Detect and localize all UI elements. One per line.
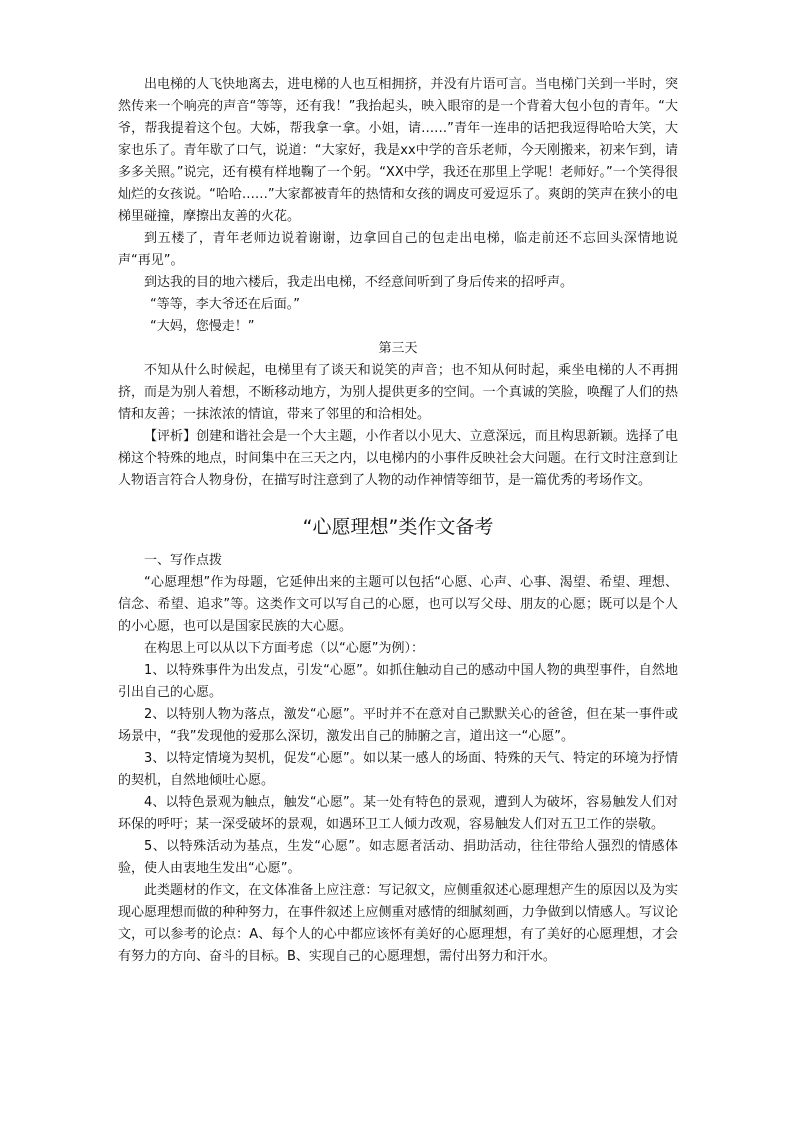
story-paragraph-2: 到五楼了，青年老师边说着谢谢，边拿回自己的包走出电梯，临走前还不忘回头深情地说声“再见”。 <box>118 231 678 268</box>
section-closing: 此类题材的作文，在文体准备上应注意：写记叙文，应侧重叙述心愿理想产生的原因以及为实现心愿理想而做的种种努力，在事件叙述上应侧重对感情的细腻刻画，力争做到以情感人。写议论文，可以参考的论点：A、每个人的心中都应该怀有美好的心愿理想，有了美好的心愿理想，才会有努力的方向、奋斗的目标。B、实现自己的心愿理想，需付出努力和汗水。 <box>118 883 678 964</box>
list-item: 2、以特别人物为落点，激发“心愿”。平时并不在意对自己默默关心的爸爸，但在某一事件或场景中，“我”发现他的爱那么深切，激发出自己的肺腑之言，道出这一“心愿”。 <box>118 707 678 744</box>
list-item: 3、以特定情境为契机，促发“心愿”。如以某一感人的场面、特殊的天气、特定的环境为抒情的契机，自然地倾吐心愿。 <box>118 751 678 788</box>
story-quote-1: “等等，李大爷还在后面。” <box>150 297 300 312</box>
section-heading-1: 一、写作点拨 <box>144 553 223 568</box>
section-intro: “心愿理想”作为母题，它延伸出来的主题可以包括“心愿、心声、心事、渴望、希望、理想、信念、希望、追求”等。这类作文可以写自己的心愿，也可以写父母、朋友的心愿；既可以是个人的小心愿，也可以是国家民族的大心愿。 <box>118 575 678 634</box>
list-item: 5、以特殊活动为基点，生发“心愿”。如志愿者活动、捐助活动，往往带给人强烈的情感体验，使人由衷地生发出“心愿”。 <box>118 839 678 876</box>
story-paragraph-4: 不知从什么时候起，电梯里有了谈天和说笑的声音；也不知从何时起，乘坐电梯的人不再拥挤，而是为别人着想，不断移动地方，为别人提供更多的空间。一个真诚的笑脸，唤醒了人们的热情和友善；一抹浓浓的情谊，带来了邻里的和洽相处。 <box>118 363 678 422</box>
section-angle: 在构思上可以从以下方面考虑（以“心愿”为例）： <box>144 641 424 656</box>
story-quote-2: “大妈，您慢走！” <box>150 319 255 334</box>
list-item: 4、以特色景观为触点，触发“心愿”。某一处有特色的景观，遭到人为破坏，容易触发人们对环保的呼吁；某一深受破坏的景观，如遇环卫工人倾力改观，容易触发人们对五卫工作的崇敬。 <box>118 795 678 832</box>
list-item: 1、以特殊事件为出发点，引发“心愿”。如抓住触动自己的感动中国人物的典型事件，自然地引出自己的心愿。 <box>118 663 678 700</box>
section-title: “心愿理想”类作文备考 <box>302 516 494 538</box>
evaluation-paragraph <box>118 426 678 492</box>
evaluation-tag: 【评析】 <box>144 429 197 444</box>
document-page <box>118 74 678 968</box>
day-three-heading: 第三天 <box>378 341 418 356</box>
story-paragraph-3: 到达我的目的地六楼后，我走出电梯，不经意间听到了身后传来的招呼声。 <box>144 275 574 290</box>
evaluation-text: 创建和谐社会是一个大主题，小作者以小见大、立意深远，而且构思新颖。选择了电梯这个特殊的地点，时间集中在三天之内，以电梯内的小事件反映社会大问题。在行文时注意到让人物语言符合人物身份，在描写时注意到了人物的动作神情等细节，是一篇优秀的考场作文。 <box>118 429 678 488</box>
story-paragraph-1: 出电梯的人飞快地离去，进电梯的人也互相拥挤，并没有片语可言。当电梯门关到一半时，突然传来一个响亮的声音“等等，还有我！”我抬起头，映入眼帘的是一个背着大包小包的青年。“大爷，帮我提着这个包。大姊，帮我拿一拿。小姐，请……”青年一连串的话把我逗得哈哈大笑，大家也乐了。青年歇了口气，说道：“大家好，我是xx中学的音乐老师，今天刚搬来，初来乍到，请多多关照。”说完，还有模有样地鞠了一个躬。“XX中学，我还在那里上学呢！老师好。”一个笑得很灿烂的女孩说。“哈哈……”大家都被青年的热情和女孩的调皮可爱逗乐了。爽朗的笑声在狭小的电梯里碰撞，摩擦出友善的火花。 <box>118 77 678 224</box>
